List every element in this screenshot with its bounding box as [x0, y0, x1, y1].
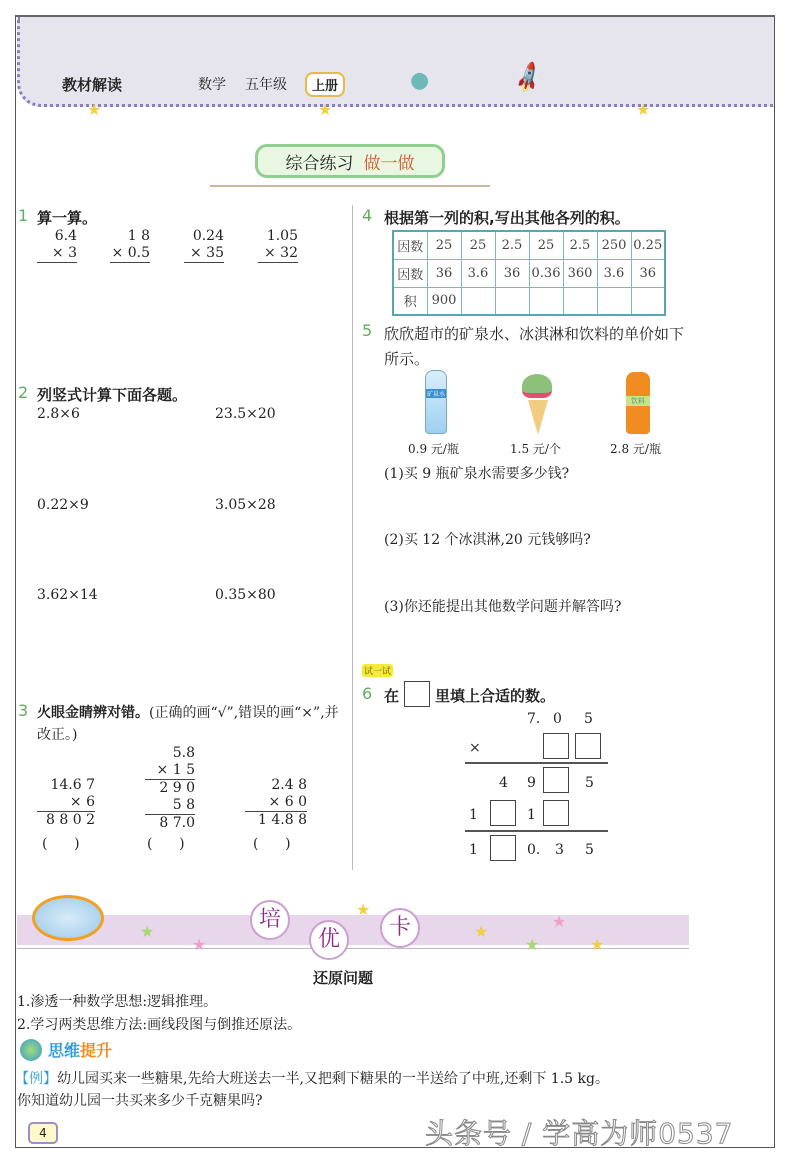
- table-cell: 250: [597, 231, 631, 259]
- banner-right: 做一做: [363, 153, 415, 174]
- card-band: [17, 915, 689, 945]
- table-cell: 900: [427, 287, 461, 315]
- q5-sub-1: (1)买 9 瓶矿泉水需要多少钱?: [384, 466, 570, 482]
- section-title: 教材解读: [62, 76, 123, 94]
- row-header: 积: [393, 287, 427, 315]
- price-icecream: 1.5 元/个: [510, 442, 561, 456]
- q2-item: 0.22×9: [37, 497, 89, 513]
- times-sign: ×: [469, 740, 481, 756]
- table-cell: 25: [461, 231, 495, 259]
- example-line-2: 你知道幼儿园一共买来多少千克糖果吗?: [17, 1093, 263, 1109]
- digit: 5: [584, 711, 593, 727]
- q1-calc: 0.24 × 35: [184, 228, 224, 263]
- drink-bottle-image: 饮料: [626, 372, 650, 434]
- thinking-heading: 思维提升: [48, 1041, 113, 1060]
- grade: 五年级: [245, 77, 287, 93]
- table-cell: 25: [427, 231, 461, 259]
- card-char: 优: [309, 920, 349, 960]
- row-header: 因数: [393, 259, 427, 287]
- card-char: 卡: [380, 908, 420, 948]
- card-line: [17, 948, 689, 949]
- water-bottle-image: 矿泉水: [425, 370, 447, 434]
- q2-item: 3.05×28: [215, 497, 276, 513]
- answer-blank[interactable]: ( ): [42, 836, 80, 852]
- star-icon: ★: [552, 912, 567, 931]
- q4-number: 4: [362, 206, 373, 225]
- q2-number: 2: [18, 383, 29, 402]
- table-cell[interactable]: [461, 287, 495, 315]
- star-icon: ★: [590, 935, 605, 954]
- table-cell: 36: [427, 259, 461, 287]
- star-icon: ★: [474, 922, 489, 941]
- table-cell: 3.6: [461, 259, 495, 287]
- ufo-icon: [32, 895, 104, 941]
- product-table: [392, 230, 666, 316]
- table-cell[interactable]: [631, 287, 665, 315]
- digit-box[interactable]: [490, 800, 516, 826]
- price-water: 0.9 元/瓶: [408, 442, 459, 456]
- table-cell[interactable]: [495, 287, 529, 315]
- q3-calc-3: 2.4 8 × 6 0 1 4.8 8: [245, 777, 307, 829]
- q3-number: 3: [18, 701, 29, 720]
- q6-pre: 在: [384, 687, 400, 705]
- digit-box[interactable]: [543, 800, 569, 826]
- q3-text: 火眼金睛辨对错。(正确的画“√”,错误的画“×”,并改正。): [37, 705, 339, 743]
- table-cell[interactable]: [529, 287, 563, 315]
- example-line-1: 【例】幼儿园买来一些糖果,先给大班送去一半,又把剩下糖果的一半送给了中班,还剩下 1.5 kg。: [15, 1071, 609, 1087]
- star-icon: ★: [636, 100, 651, 119]
- subject: 数学: [198, 77, 226, 93]
- section-banner: [255, 144, 445, 178]
- q1-calc: 6.4 × 3: [37, 228, 77, 263]
- q1-calc: 1.05 × 32: [258, 228, 298, 263]
- digit: 0.: [527, 842, 541, 858]
- banner-shelf: [210, 185, 490, 187]
- table-cell[interactable]: [597, 287, 631, 315]
- digit-box[interactable]: [543, 733, 569, 759]
- table-cell: 360: [563, 259, 597, 287]
- star-icon: ★: [356, 900, 371, 919]
- table-row: [393, 287, 665, 315]
- row-header: 因数: [393, 231, 427, 259]
- q2-item: 2.8×6: [37, 406, 80, 422]
- volume-badge: 上册: [305, 72, 345, 97]
- digit: 0: [553, 711, 562, 727]
- column-divider: [352, 205, 353, 870]
- star-icon: ★: [525, 935, 540, 954]
- table-cell[interactable]: [563, 287, 597, 315]
- digit: 3: [555, 842, 564, 858]
- table-cell: 0.36: [529, 259, 563, 287]
- table-cell: 2.5: [563, 231, 597, 259]
- q2-title: 列竖式计算下面各题。: [37, 386, 188, 404]
- q2-item: 23.5×20: [215, 406, 276, 422]
- rocket-icon: 🚀: [510, 60, 547, 97]
- price-drink: 2.8 元/瓶: [610, 442, 661, 456]
- star-icon: ★: [318, 100, 333, 119]
- q2-item: 3.62×14: [37, 587, 98, 603]
- q3-calc-2: 5.8 × 1 5 2 9 0 5 8 8 7.0: [145, 745, 195, 832]
- card-char: 培: [250, 900, 290, 940]
- table-cell: 2.5: [495, 231, 529, 259]
- ice-cream-cone: [528, 400, 548, 435]
- table-cell: 0.25: [631, 231, 665, 259]
- q5-title: 欣欣超市的矿泉水、冰淇淋和饮料的单价如下所示。: [384, 325, 685, 368]
- star-icon: ★: [140, 922, 155, 941]
- q6-post: 里填上合适的数。: [435, 687, 556, 705]
- table-cell: 25: [529, 231, 563, 259]
- card-line-2: 2.学习两类思维方法:画线段图与倒推还原法。: [17, 1017, 302, 1033]
- q1-calc: 1 8 × 0.5: [111, 228, 150, 261]
- page-header: [17, 17, 774, 107]
- table-cell: 3.6: [597, 259, 631, 287]
- digit-box[interactable]: [543, 767, 569, 793]
- card-line-1: 1.渗透一种数学思想:逻辑推理。: [17, 994, 218, 1010]
- digit: 1: [469, 842, 478, 858]
- table-row: [393, 259, 665, 287]
- calc-line: [465, 830, 608, 832]
- try-tag: 试一试: [362, 664, 393, 677]
- answer-blank[interactable]: ( ): [253, 836, 291, 852]
- star-icon: ★: [87, 100, 102, 119]
- digit: 5: [585, 775, 594, 791]
- table-row: [393, 231, 665, 259]
- card-title: 还原问题: [313, 969, 374, 987]
- q5-sub-2: (2)买 12 个冰淇淋,20 元钱够吗?: [384, 532, 591, 548]
- q5-number: 5: [362, 321, 373, 340]
- ice-cream-image: [522, 374, 552, 398]
- planet-icon: ●: [410, 68, 430, 93]
- digit-box[interactable]: [575, 733, 601, 759]
- q5-sub-3: (3)你还能提出其他数学问题并解答吗?: [384, 599, 622, 615]
- globe-icon: [20, 1039, 42, 1061]
- answer-blank[interactable]: ( ): [147, 836, 185, 852]
- q6-number: 6: [362, 684, 373, 703]
- calc-line: [465, 762, 608, 764]
- q1-title: 算一算。: [37, 209, 98, 227]
- q3-calc-1: 14.6 7 × 6 8 8 0 2: [37, 777, 95, 829]
- page-number: 4: [28, 1122, 58, 1144]
- digit: 7.: [527, 711, 541, 727]
- watermark: 头条号 / 学高为师0537: [425, 1117, 734, 1150]
- digit-box[interactable]: [490, 835, 516, 861]
- sample-box: [404, 681, 430, 707]
- digit: 1: [469, 807, 478, 823]
- star-icon: ★: [192, 935, 207, 954]
- digit: 4: [499, 775, 508, 791]
- digit: 9: [527, 775, 536, 791]
- q1-number: 1: [18, 206, 29, 225]
- q4-title: 根据第一列的积,写出其他各列的积。: [384, 209, 630, 227]
- digit: 1: [527, 807, 536, 823]
- banner-left: 综合练习: [285, 153, 354, 174]
- digit: 5: [585, 842, 594, 858]
- table-cell: 36: [631, 259, 665, 287]
- q2-item: 0.35×80: [215, 587, 276, 603]
- table-cell: 36: [495, 259, 529, 287]
